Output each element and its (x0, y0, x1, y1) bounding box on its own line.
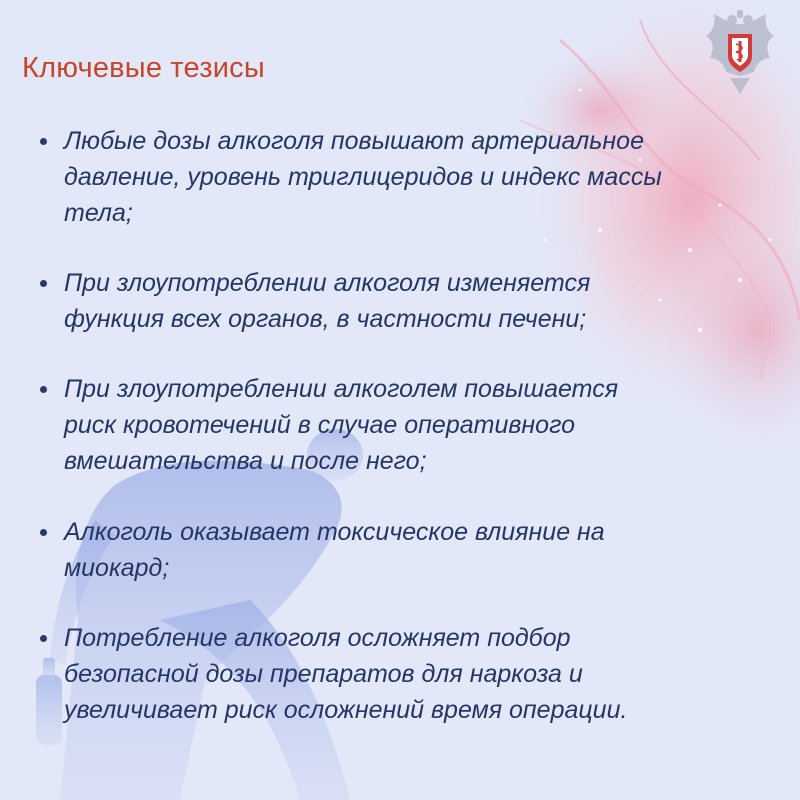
figure-silhouette (36, 429, 363, 800)
point-line: Алкоголь оказывает токсическое влияние на (64, 518, 605, 546)
bullet-icon (40, 529, 47, 536)
point-line: функция всех органов, в частности печени; (64, 305, 587, 333)
bullet-icon (40, 138, 47, 145)
point-text (64, 265, 790, 337)
point-line: Любые дозы алкоголя повышают артериальное (64, 127, 644, 155)
point-line: При злоупотреблении алкоголем повышается (64, 375, 619, 403)
point-text (64, 123, 790, 231)
point-line: увеличивает риск осложнений время операции. (64, 696, 628, 724)
page-title: Ключевые тезисы (22, 52, 265, 84)
point-line: риск кровотечений в случае оперативного (64, 411, 576, 439)
bullet-icon (40, 280, 47, 287)
point-line: Потребление алкоголя осложняет подбор (64, 624, 571, 652)
point-text (64, 514, 790, 586)
bullet-icon (40, 635, 47, 642)
point-text (64, 371, 790, 479)
point-line: миокард; (64, 554, 170, 582)
point-line: давление, уровень триглицеридов и индекс массы (64, 163, 662, 191)
bullet-icon (40, 386, 47, 393)
ministry-emblem-icon (704, 10, 776, 96)
point-line: безопасной дозы препаратов для наркоза и (64, 660, 583, 688)
point-text (64, 620, 790, 728)
point-line: вмешательства и после него; (64, 447, 427, 475)
point-line: При злоупотреблении алкоголя изменяется (64, 269, 591, 297)
point-line: тела; (64, 199, 133, 227)
